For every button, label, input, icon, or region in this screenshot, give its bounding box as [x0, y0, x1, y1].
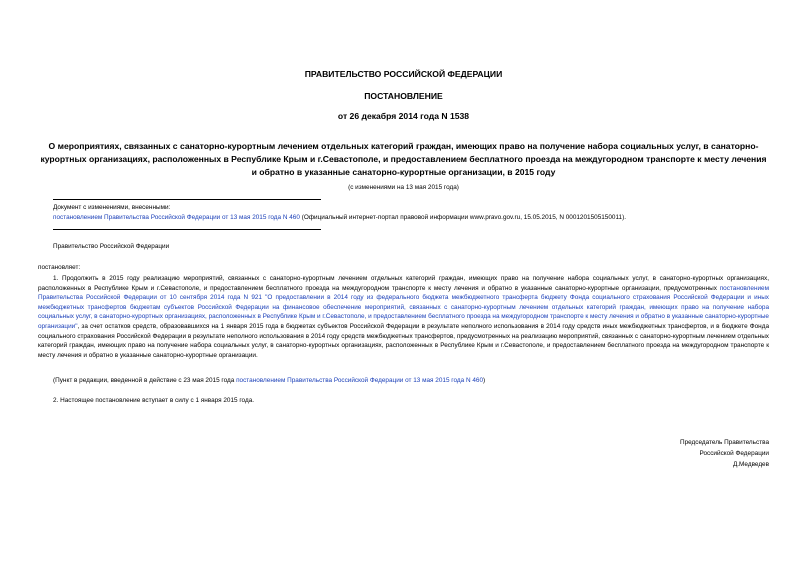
- paragraph-1: [38, 274, 769, 360]
- edition-note: (с изменениями на 13 мая 2015 года): [348, 184, 459, 191]
- decree-921-link[interactable]: постановлением Правительства Российской Федерации от 10 сентября 2014 года N 921 "О предоставлении в 2014 году из федерального бюджета межбюджетного трансферта бюджету Фонда социального страхования Российской Федерации и иных межбюджетных трансфертов бюджетам субъектов Российской Федерации на финансовое обеспечение мероприятий, связанных с санаторно-курортным лечением отдельных категорий граждан, имеющих право на получение набора социальных услуг, в санаторно-курортных организациях, расположенных в Республике Крым и г.Севастополе, и предоставлением бесплатного проезда на междугородном транспорте к месту лечения и обратно в указанные санаторно-курортные организации": [38, 284, 769, 330]
- signature-name: Д.Медведев: [732, 461, 769, 468]
- amendments-block: [53, 203, 769, 222]
- amendments-line: [53, 213, 769, 223]
- paragraph-1-start: 1. Продолжить в 2015 году реализацию мероприятий, связанных с санаторно-курортным лечением отдельных категорий граждан, имеющих право на получение набора социальных услуг, в санаторно-курортных организациях, расположенных в Республике Крым и г.Севастополе, и предоставлением бесплатного проезда на междугородном транспорте к месту лечения и обратно в указанные санаторно-курортные организации, предусмотренных: [38, 275, 769, 292]
- amendment-460-link[interactable]: постановлением Правительства Российской Федерации от 13 мая 2015 года N 460: [53, 213, 300, 221]
- note-decree-460-link[interactable]: постановлением Правительства Российской Федерации от 13 мая 2015 года N 460: [236, 377, 484, 384]
- date-number-heading: от 26 декабря 2014 года N 1538: [337, 111, 470, 121]
- amendments-bottom-divider: [53, 229, 321, 230]
- amendments-top-divider: [53, 199, 321, 200]
- signature-position-line2: Российской Федерации: [699, 450, 769, 457]
- amendments-source: (Официальный интернет-портал правовой информации www.pravo.gov.ru, 15.05.2015, N 0001201505150011).: [299, 213, 627, 221]
- paragraph-2: 2. Настоящее постановление вступает в силу с 1 января 2015 года.: [53, 397, 255, 404]
- signature-position-line1: Председатель Правительства: [680, 439, 769, 446]
- amendments-label: Документ с изменениями, внесенными:: [53, 204, 171, 211]
- amendment-note: (Пункт в редакции, введенной в действие с 23 мая 2015 года постановлением Правительства Российской Федерации от 13 мая 2015 года N 460): [53, 377, 486, 384]
- signature-block: [560, 437, 769, 470]
- paragraph-1-end: , за счет остатков средств, образовавшихся на 1 января 2015 года в бюджетах субъектов Российской Федерации в результате неполного использования в 2014 году средств иных межбюджетных трансфертов, и в бюджете Фонда социального страхования Российской Федерации в результате неполного использования в 2014 году средств межбюджетных трансфертов, предусмотренных на реализацию мероприятий, связанных с санаторно-курортным лечением отдельных категорий граждан, имеющих право на получение набора социальных услуг, в санаторно-курортных организациях, расположенных в Республике Крым и г.Севастополе, и предоставлением бесплатного проезда на междугородном транспорте к месту лечения и обратно в указанные санаторно-курортные организации.: [38, 322, 769, 359]
- decrees-text: постановляет:: [38, 264, 81, 271]
- issuer-text: Правительство Российской Федерации: [53, 243, 170, 250]
- government-heading: ПРАВИТЕЛЬСТВО РОССИЙСКОЙ ФЕДЕРАЦИИ: [304, 69, 503, 79]
- document-type-heading: ПОСТАНОВЛЕНИЕ: [364, 91, 443, 101]
- document-title: О мероприятиях, связанных с санаторно-курортным лечением отдельных категорий граждан, имеющих право на получение набора социальных услуг, в санаторно-курортных организациях, расположенных в Республике Крым и г.Севастополе, и предоставлением бесплатного проезда на междугородном транспорте к месту лечения и обратно в указанные санаторно-курортные организации, в 2015 году: [40, 141, 767, 177]
